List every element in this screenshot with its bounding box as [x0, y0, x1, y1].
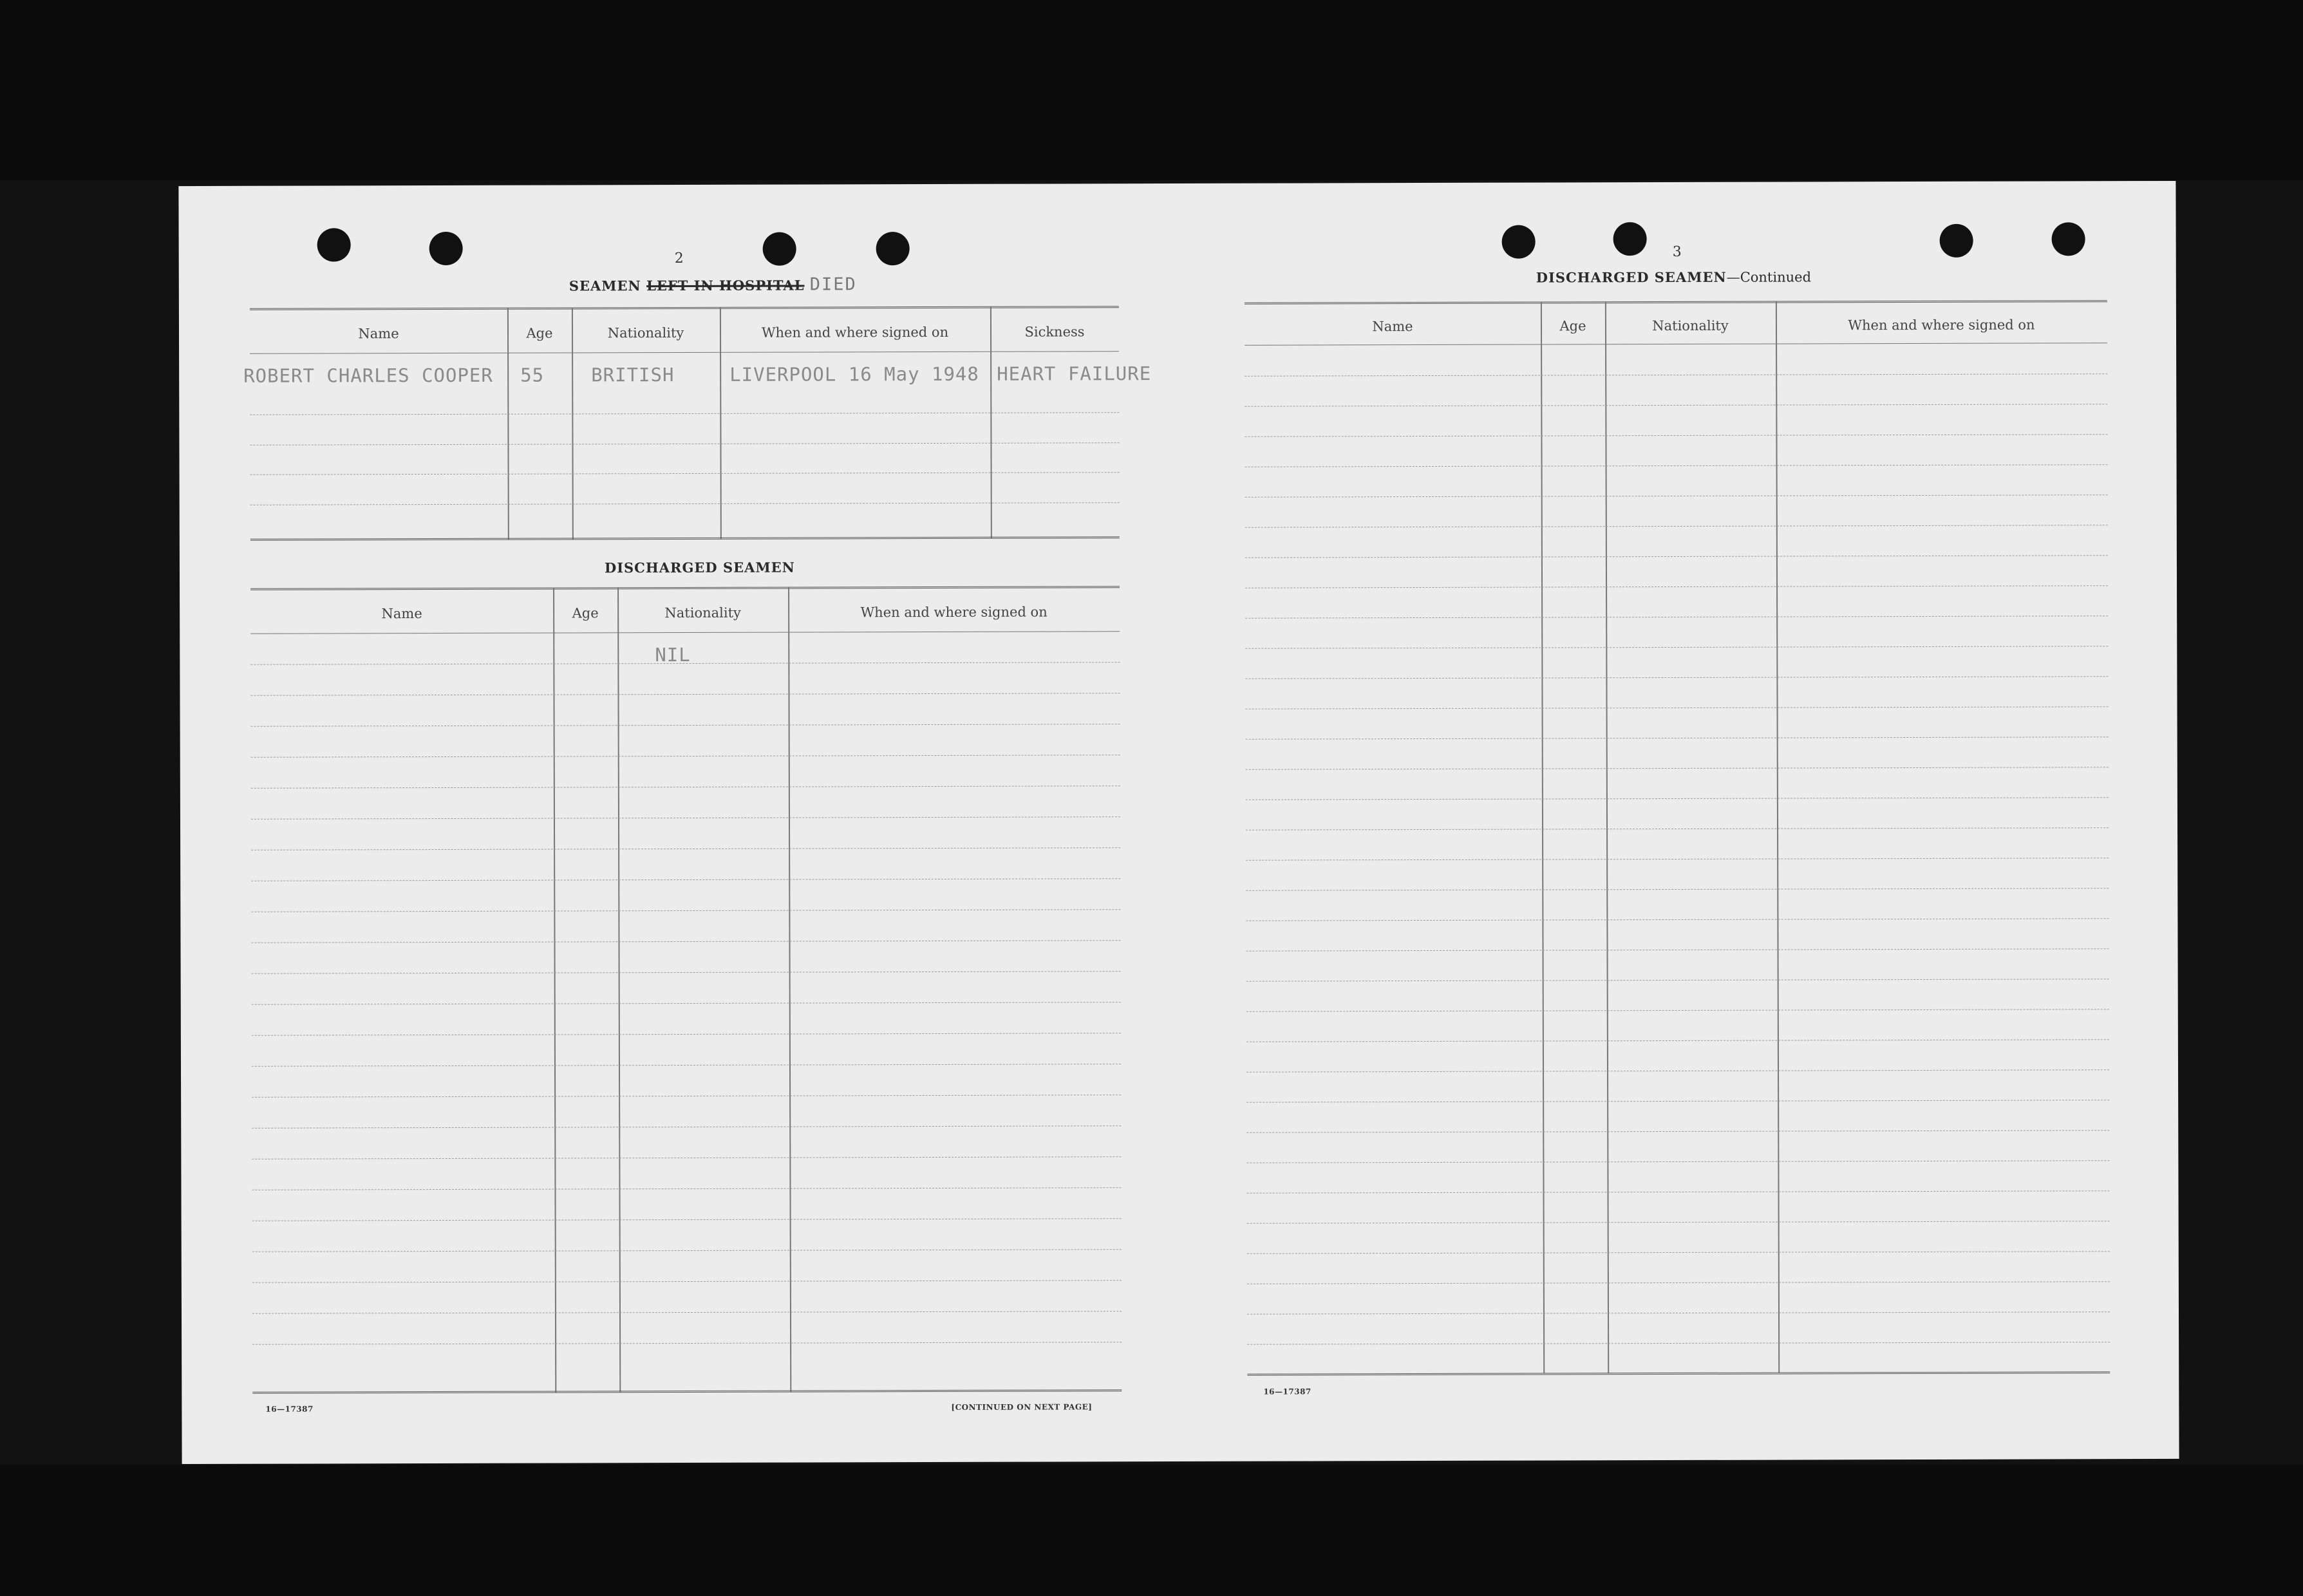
discharged-continued-table — [1245, 300, 2110, 1384]
row-rule — [252, 1249, 1122, 1252]
row-rule — [1246, 888, 2109, 891]
punch-hole — [317, 228, 351, 261]
row-rule — [250, 412, 1119, 415]
row-rule — [250, 472, 1120, 475]
row-rule — [251, 878, 1120, 881]
title-continued: —Continued — [1726, 269, 1812, 285]
row-rule — [1247, 1311, 2110, 1315]
header-signed-on: When and where signed on — [1848, 317, 2035, 333]
row-rule — [1247, 1190, 2110, 1194]
form-number-right: 16—17387 — [1263, 1387, 1311, 1396]
row-rule — [251, 909, 1120, 912]
continued-notice: [CONTINUED ON NEXT PAGE] — [951, 1402, 1093, 1412]
died-sickness: HEART FAILURE — [997, 362, 1152, 385]
row-rule — [1246, 918, 2109, 921]
header-signed-on: When and where signed on — [860, 604, 1048, 621]
punch-hole — [876, 232, 910, 265]
title-struck-text: LEFT IN HOSPITAL — [646, 277, 805, 294]
row-rule — [1245, 585, 2108, 588]
row-rule — [1245, 434, 2107, 437]
title-main: DISCHARGED SEAMEN — [1536, 268, 1727, 286]
row-rule — [252, 1094, 1121, 1098]
background-bottom — [0, 1465, 2303, 1596]
table-top-rule — [1245, 300, 2107, 305]
row-rule — [1245, 373, 2107, 377]
column-divider — [1776, 301, 1780, 1373]
discharged-nil-entry: NIL — [655, 643, 691, 666]
header-rule — [250, 351, 1119, 354]
background-top — [0, 0, 2303, 180]
died-signed-on: LIVERPOOL 16 May 1948 — [729, 362, 979, 386]
row-rule — [252, 1280, 1122, 1283]
table-bottom-rule — [250, 536, 1120, 541]
row-rule — [1247, 1251, 2110, 1254]
table-bottom-rule — [1247, 1371, 2110, 1376]
row-rule — [1246, 1130, 2109, 1133]
column-divider — [788, 587, 791, 1392]
header-signed-on: When and where signed on — [761, 324, 949, 341]
row-rule — [1246, 797, 2109, 800]
row-rule — [1245, 525, 2108, 528]
punch-hole — [1940, 224, 1973, 258]
row-rule — [1246, 1039, 2109, 1042]
header-age: Age — [1559, 318, 1586, 334]
title-prefix: SEAMEN — [569, 277, 641, 294]
discharged-continued-title — [1536, 268, 1811, 285]
table-top-rule — [250, 306, 1119, 310]
row-rule — [1245, 676, 2108, 679]
row-rule — [250, 442, 1119, 446]
column-divider — [1605, 301, 1609, 1373]
row-rule — [1246, 767, 2109, 770]
column-divider — [553, 588, 556, 1393]
row-rule — [252, 1033, 1121, 1036]
row-rule — [251, 785, 1120, 789]
row-rule — [251, 755, 1120, 758]
row-rule — [1245, 646, 2108, 649]
punch-hole — [763, 232, 796, 266]
row-rule — [1245, 464, 2108, 467]
header-rule — [250, 631, 1120, 634]
row-rule — [1246, 858, 2109, 861]
column-divider — [617, 587, 621, 1392]
discharged-section-title: DISCHARGED SEAMEN — [604, 559, 795, 576]
row-rule — [1246, 1100, 2109, 1103]
row-rule — [251, 816, 1120, 820]
row-rule — [252, 971, 1121, 974]
row-rule — [1246, 827, 2109, 831]
form-number-left: 16—17387 — [265, 1404, 314, 1414]
header-name: Name — [1372, 319, 1413, 335]
page-number-right: 3 — [1672, 243, 1682, 260]
row-rule — [251, 940, 1120, 943]
died-age: 55 — [520, 364, 545, 386]
row-rule — [1246, 948, 2109, 952]
row-rule — [252, 1342, 1122, 1345]
punch-hole — [1613, 222, 1647, 256]
row-rule — [1245, 615, 2108, 619]
column-divider — [1541, 302, 1545, 1374]
row-rule — [1245, 494, 2108, 498]
row-rule — [252, 1125, 1121, 1129]
row-rule — [1246, 1009, 2109, 1012]
punch-hole — [1502, 225, 1536, 259]
row-rule — [1246, 706, 2109, 709]
row-rule — [251, 847, 1120, 850]
discharged-table — [250, 586, 1122, 1400]
header-nationality: Nationality — [1652, 317, 1729, 334]
died-nationality: BRITISH — [591, 364, 675, 386]
row-rule — [252, 1311, 1122, 1314]
punch-hole — [2052, 222, 2085, 256]
row-rule — [252, 1156, 1121, 1159]
row-rule — [1246, 979, 2109, 982]
table-bottom-rule — [252, 1389, 1122, 1394]
header-name: Name — [358, 326, 399, 342]
row-rule — [252, 1002, 1121, 1005]
punch-hole — [429, 232, 463, 265]
row-rule — [252, 1218, 1122, 1221]
header-age: Age — [572, 605, 599, 621]
header-rule — [1245, 343, 2107, 346]
header-age: Age — [526, 325, 553, 341]
row-rule — [1247, 1342, 2110, 1345]
row-rule — [250, 502, 1120, 505]
header-sickness: Sickness — [1024, 324, 1085, 340]
header-nationality: Nationality — [664, 605, 741, 621]
row-rule — [1246, 1160, 2109, 1163]
title-typed-text: DIED — [809, 274, 857, 295]
died-name: ROBERT CHARLES COOPER — [243, 364, 493, 387]
row-rule — [1247, 1281, 2110, 1284]
document-sheet — [178, 181, 2179, 1464]
row-rule — [251, 724, 1120, 727]
header-nationality: Nationality — [607, 325, 684, 341]
row-rule — [252, 1064, 1121, 1067]
row-rule — [1246, 737, 2109, 740]
died-section-title — [569, 274, 857, 295]
header-name: Name — [381, 606, 422, 622]
row-rule — [250, 693, 1120, 696]
row-rule — [252, 1187, 1121, 1190]
row-rule — [1245, 555, 2108, 558]
row-rule — [1247, 1221, 2110, 1224]
page-number-left: 2 — [674, 250, 684, 267]
row-rule — [1246, 1069, 2109, 1073]
row-rule — [1245, 404, 2107, 407]
